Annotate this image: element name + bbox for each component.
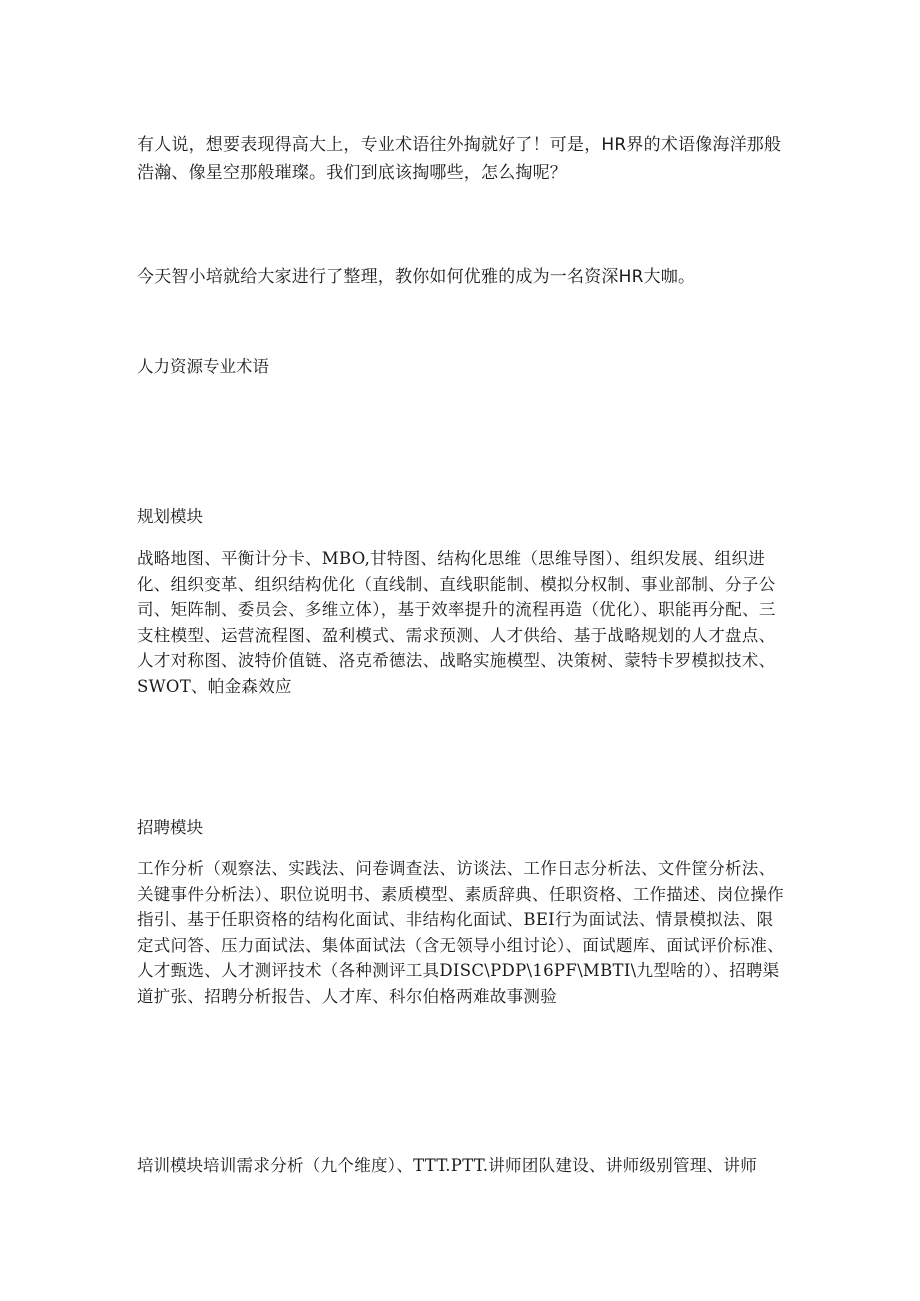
intro-paragraph-1: 有人说，想要表现得高大上，专业术语往外掏就好了！可是，HR界的术语像海洋那般浩瀚、像星空那般璀璨。我们到底该掏哪些，怎么掏呢？: [137, 135, 782, 183]
planning-module-terms: 战略地图、平衡计分卡、MBO,甘特图、结构化思维（思维导图）、组织发展、组织进化、组织变革、组织结构优化（直线制、直线职能制、模拟分权制、事业部制、分子公司、矩阵制、委员会、多维立体），基于效率提升的流程再造（优化）、职能再分配、三支柱模型、运营流程图、盈利模式、需求预测、人才供给、基于战略规划的人才盘点、人才对称图、波特价值链、洛克希德法、战略实施模型、决策树、蒙特卡罗模拟技术、SWOT、帕金森效应: [137, 549, 776, 696]
intro-paragraph-2: 今天智小培就给大家进行了整理，教你如何优雅的成为一名资深HR大咖。: [137, 267, 696, 287]
training-module-title: 培训模块: [137, 1156, 203, 1175]
training-module-line: [137, 1152, 787, 1181]
planning-module-title: 规划模块: [137, 507, 203, 526]
recruitment-module-title: 招聘模块: [137, 818, 203, 837]
training-module-terms: 培训需求分析（九个维度）、TTT.PTT.讲师团队建设、讲师级别管理、讲师: [203, 1156, 758, 1175]
section-title: 人力资源专业术语: [137, 357, 269, 376]
recruitment-module-terms: 工作分析（观察法、实践法、问卷调查法、访谈法、工作日志分析法、文件筐分析法、关键事件分析法）、职位说明书、素质模型、素质辞典、任职资格、工作描述、岗位操作指引、基于任职资格的结构化面试、非结构化面试、BEI行为面试法、情景模拟法、限定式问答、压力面试法、集体面试法（含无领导小组讨论）、面试题库、面试评价标准、人才甄选、人才测评技术（各种测评工具DISC\PDP\16PF\MBTI\九型啥的）、招聘渠道扩张、招聘分析报告、人才库、科尔伯格两难故事测验: [137, 859, 784, 1006]
